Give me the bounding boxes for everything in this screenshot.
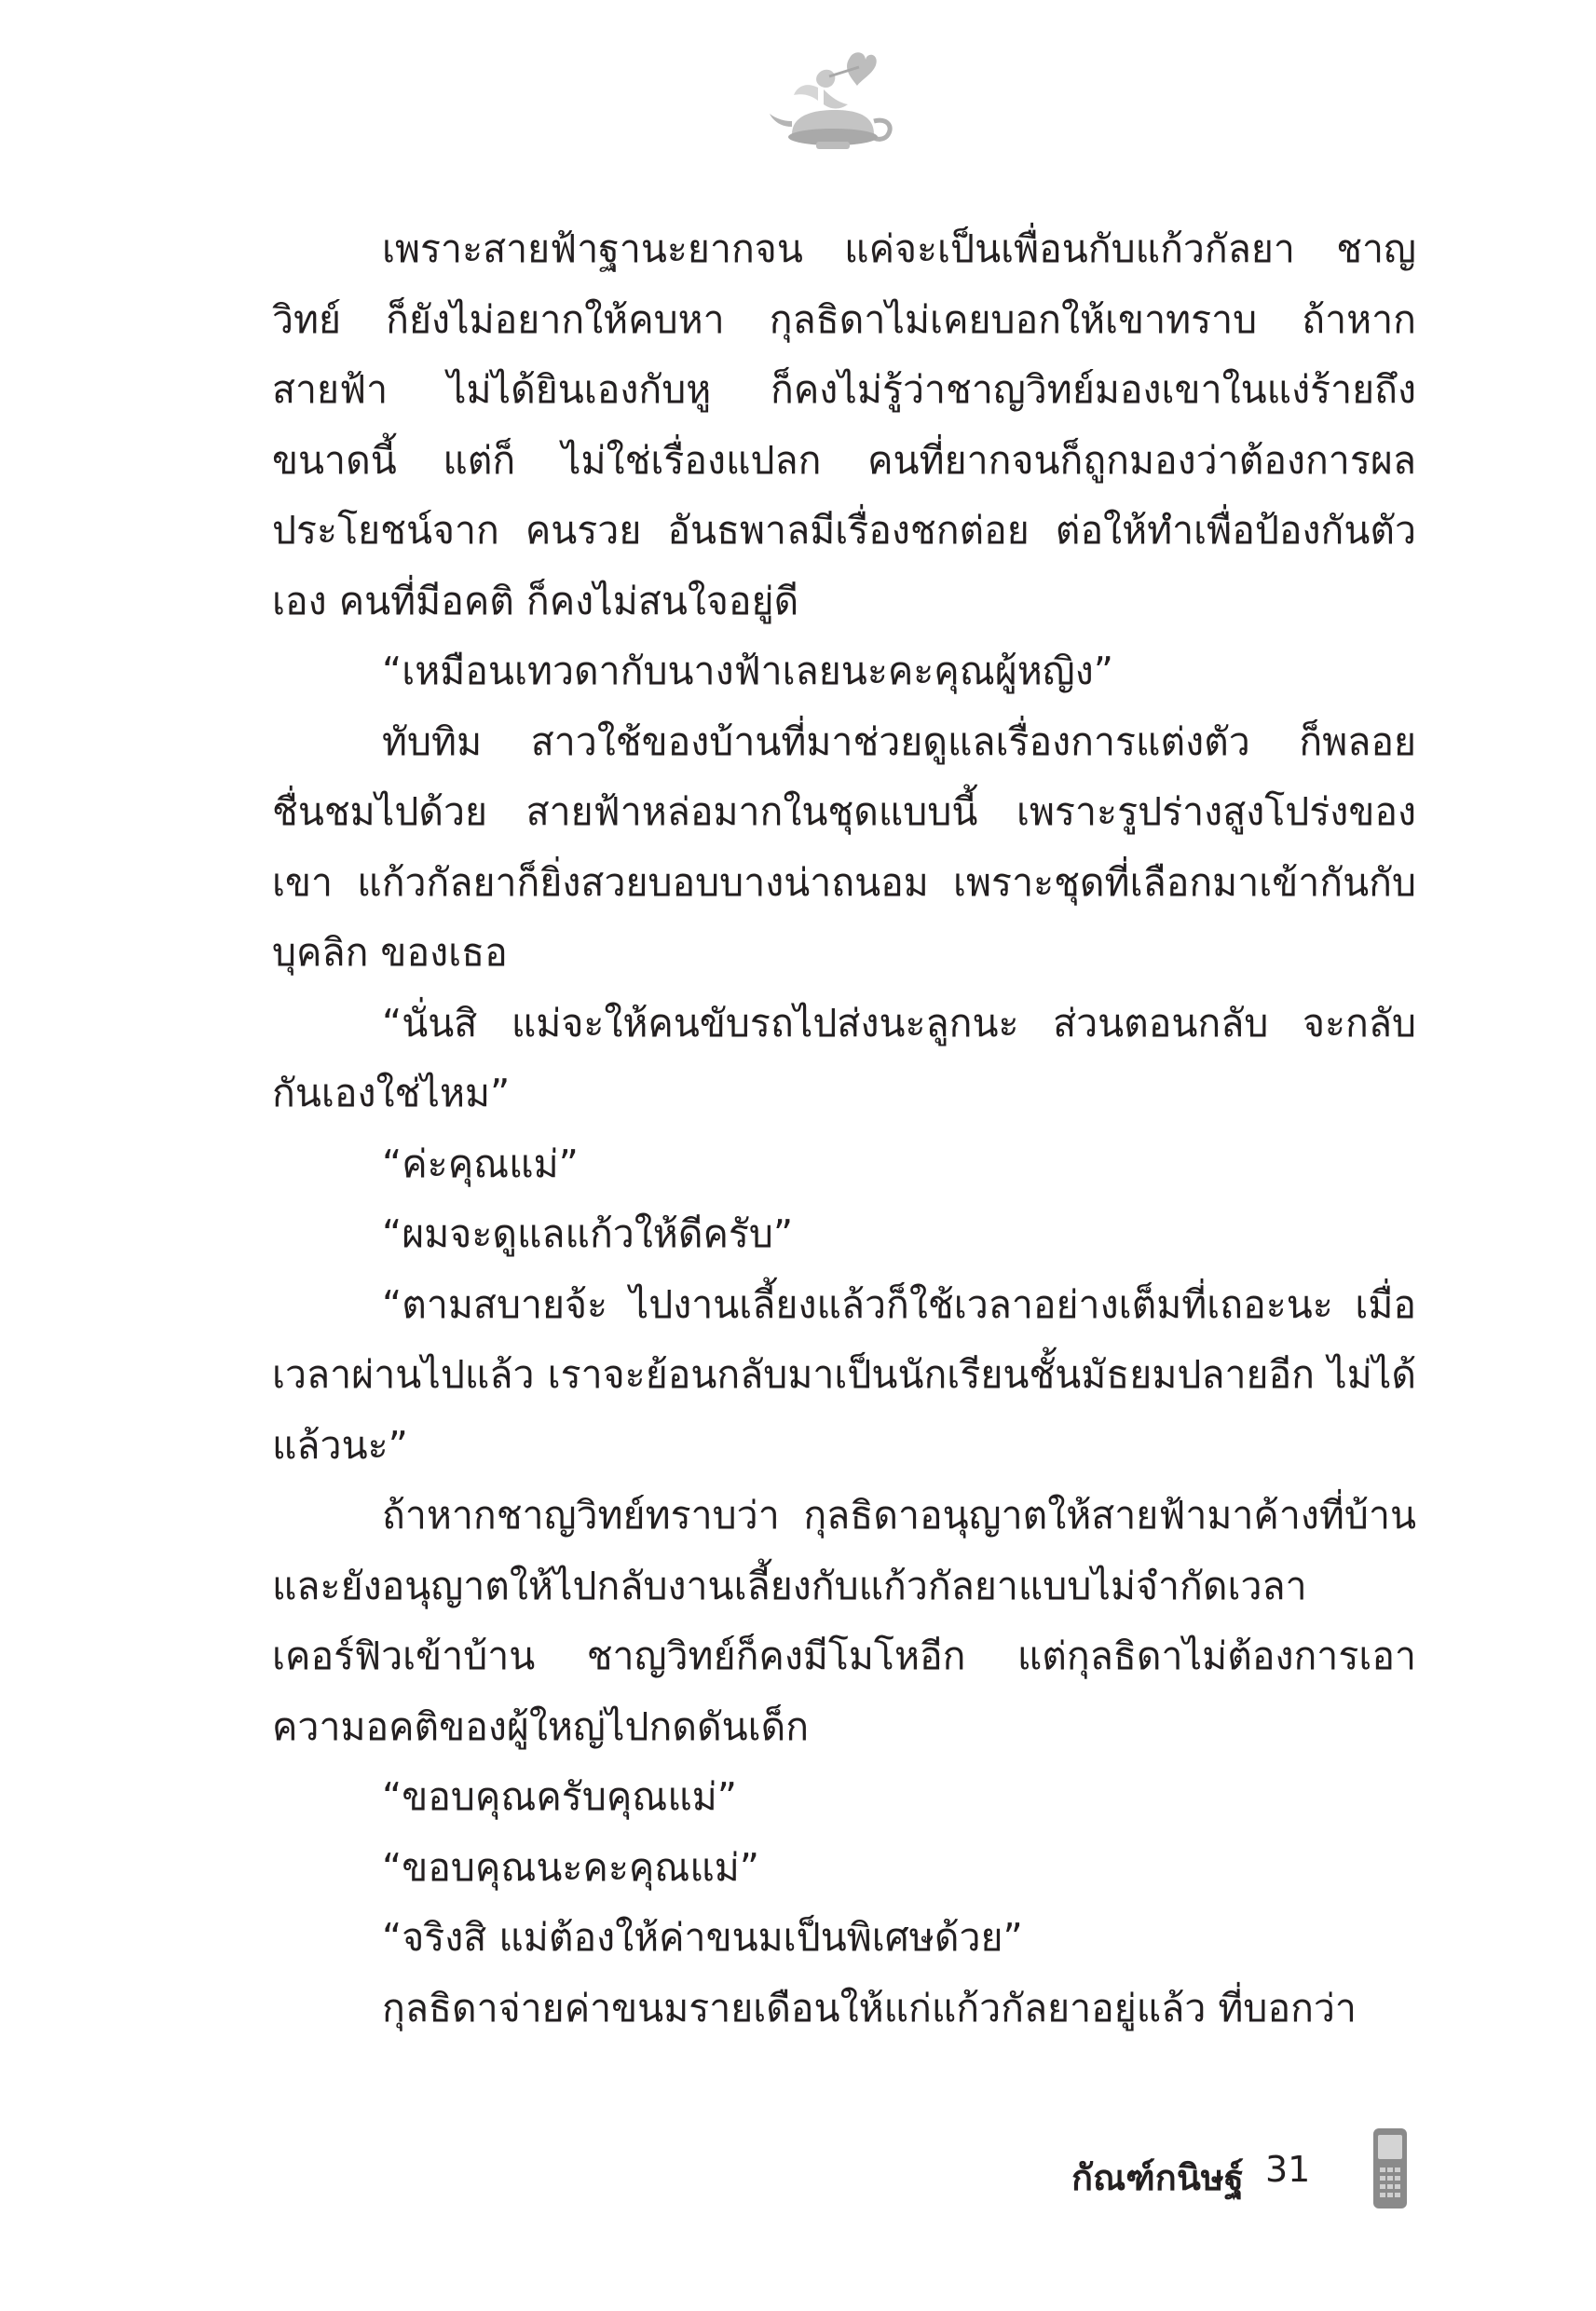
paragraph: “เหมือนเทวดากับนางฟ้าเลยนะคะคุณผู้หญิง”	[382, 649, 1114, 693]
paragraph: ถ้าหากชาญวิทย์ทราบว่า กุลธิดาอนุญาตให้สายฟ้ามาค้างที่บ้าน และยังอนุญาตให้ไปกลับงานเลี้ยงกับแก้วกัลยาแบบไม่จำกัดเวลา เคอร์ฟิวเข้าบ้าน ชาญวิทย์ก็คงมีโมโหอีก แต่กุลธิดาไม่ต้องการเอา ความอคติของผู้ใหญ่ไปกดดันเด็ก	[272, 1493, 1416, 1749]
paragraph: ทับทิม สาวใช้ของบ้านที่มาช่วยดูแลเรื่องการแต่งตัว ก็พลอย ชื่นชมไปด้วย สายฟ้าหล่อมากในชุดแบบนี้ เพราะรูปร่างสูงโปร่งของเขา แก้วกัลยาก็ยิ่งสวยบอบบางน่าถนอม เพราะชุดที่เลือกมาเข้ากันกับบุคลิก ของเธอ	[272, 718, 1416, 975]
cupid-teapot-logo-icon	[764, 48, 904, 165]
paragraph: “ผมจะดูแลแก้วให้ดีครับ”	[382, 1211, 794, 1256]
paragraph: “ค่ะคุณแม่”	[382, 1141, 579, 1186]
mobile-phone-icon	[1371, 2126, 1409, 2210]
paragraph: “ขอบคุณครับคุณแม่”	[382, 1774, 738, 1819]
paragraph: เพราะสายฟ้าฐานะยากจน แค่จะเป็นเพื่อนกับแก้วกัลยา ชาญวิทย์ ก็ยังไม่อยากให้คบหา กุลธิดาไม่เคยบอกให้เขาทราบ ถ้าหากสายฟ้า ไม่ได้ยินเองกับหู ก็คงไม่รู้ว่าชาญวิทย์มองเขาในแง่ร้ายถึงขนาดนี้ แต่ก็ ไม่ใช่เรื่องแปลก คนที่ยากจนก็ถูกมองว่าต้องการผลประโยชน์จาก คนรวย อันธพาลมีเรื่องชกต่อย ต่อให้ทำเพื่อป้องกันตัวเอง คนที่มีอคติ ก็คงไม่สนใจอยู่ดี	[272, 226, 1416, 623]
footer-book-title: กัณฑ์กนิษฐ์	[1071, 2157, 1244, 2198]
paragraph: “นั่นสิ แม่จะให้คนขับรถไปส่งนะลูกนะ ส่วนตอนกลับ จะกลับ กันเองใช่ไหม”	[272, 1000, 1416, 1115]
paragraph: “จริงสิ แม่ต้องให้ค่าขนมเป็นพิเศษด้วย”	[382, 1915, 1023, 1960]
page-number: 31	[1265, 2149, 1311, 2190]
paragraph: “ขอบคุณนะคะคุณแม่”	[382, 1844, 760, 1890]
body-text	[272, 214, 1416, 2044]
paragraph: “ตามสบายจ้ะ ไปงานเลี้ยงแล้วก็ใช้เวลาอย่างเต็มที่เถอะนะ เมื่อเวลาผ่านไปแล้ว เราจะย้อนกลับมาเป็นนักเรียนชั้นมัธยมปลายอีก ไม่ได้แล้วนะ”	[272, 1281, 1416, 1468]
paragraph: กุลธิดาจ่ายค่าขนมรายเดือนให้แก่แก้วกัลยาอยู่แล้ว ที่บอกว่า	[382, 1985, 1357, 2031]
